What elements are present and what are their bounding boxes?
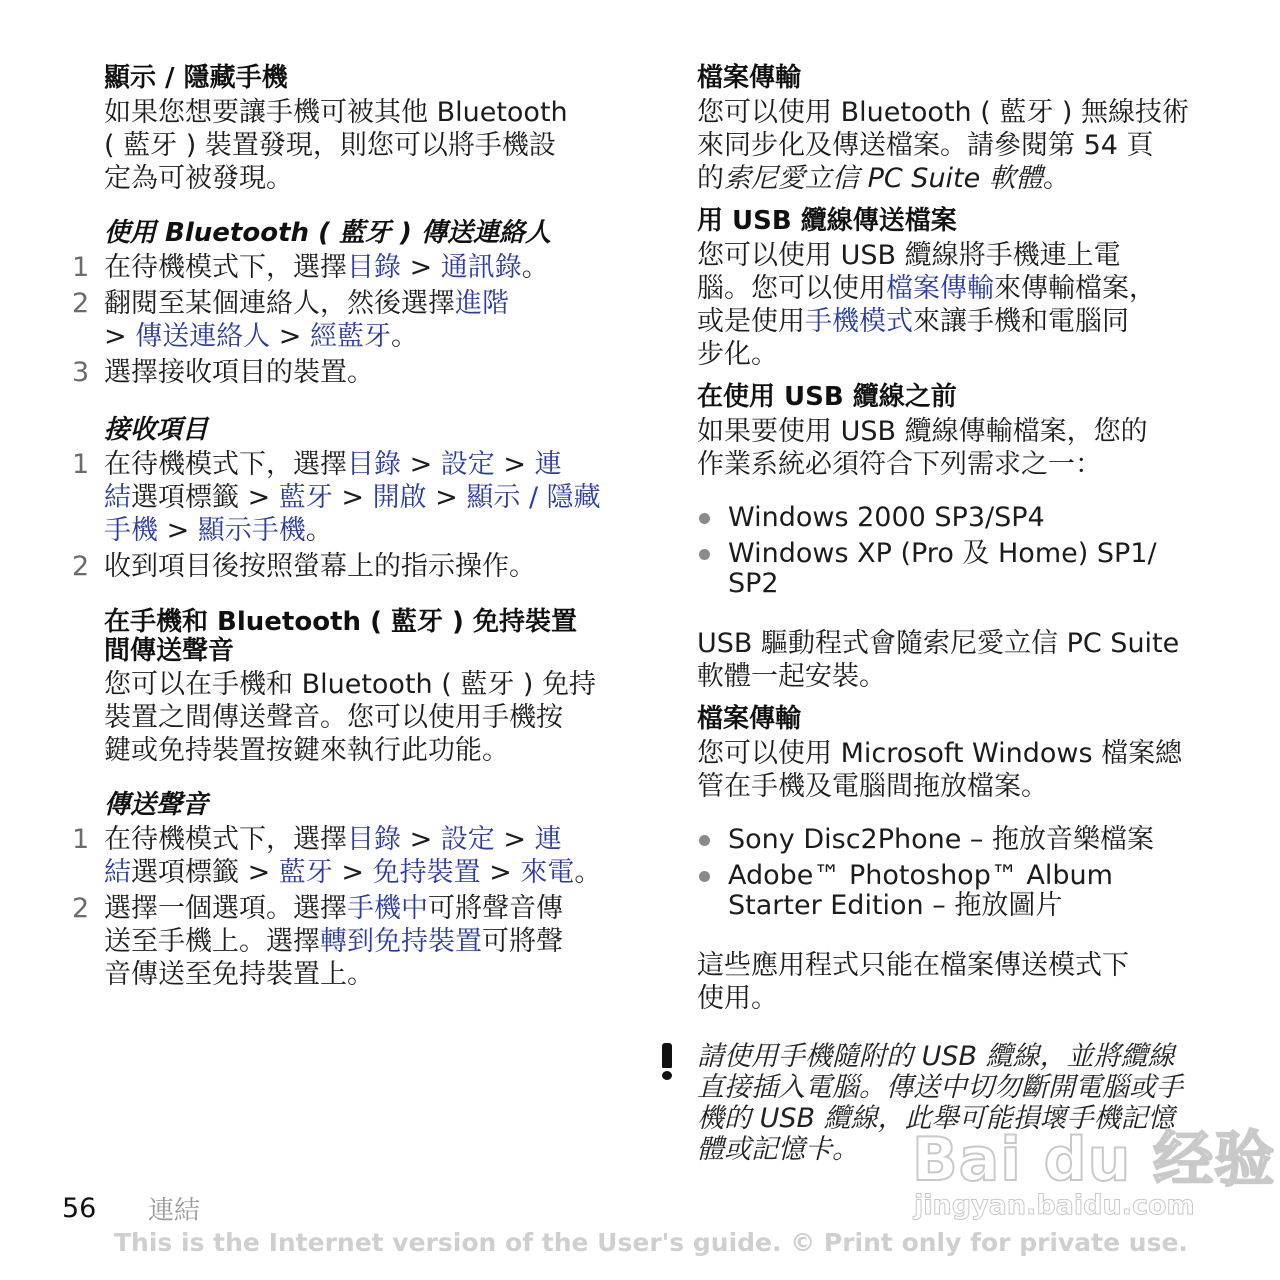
step-item — [72, 448, 624, 547]
step-line — [104, 550, 624, 583]
menu-path-link[interactable]: 手機 — [104, 515, 158, 546]
heading-line: 間傳送聲音 — [104, 636, 235, 666]
step-item — [72, 356, 624, 389]
menu-path-link[interactable]: 連 — [534, 824, 562, 855]
paragraph-line — [697, 96, 1217, 129]
text-segment: > — [480, 857, 521, 888]
usb-driver-note — [697, 627, 1217, 693]
text-segment: 選擇接收項目的裝置。 — [104, 357, 374, 388]
text-segment: > — [401, 252, 441, 283]
menu-path-link[interactable]: 結 — [104, 857, 131, 888]
menu-path-link[interactable]: 經藍牙 — [310, 321, 392, 352]
step-line — [104, 356, 624, 389]
step-line — [104, 892, 624, 925]
text-segment: 音傳送至免持裝置上。 — [104, 959, 374, 990]
menu-path-link[interactable]: 目錄 — [347, 252, 401, 283]
text-segment: > — [401, 449, 441, 480]
menu-path-link[interactable]: 免持裝置 — [372, 857, 481, 888]
text-segment: 的 — [697, 163, 724, 194]
text-segment: 送至手機上。選擇 — [104, 926, 320, 957]
section-title-receive-items: 接收項目 — [104, 415, 209, 445]
menu-path-link[interactable]: 來電 — [520, 857, 575, 888]
step-number: 1 — [72, 449, 90, 480]
bullet-dot-icon — [699, 549, 710, 560]
step-number: 2 — [72, 288, 90, 319]
step-line — [104, 287, 624, 320]
step-item — [72, 287, 624, 353]
text-segment: > — [158, 515, 198, 546]
paragraph-line — [697, 239, 1217, 272]
section-body-usb-transfer — [697, 239, 1217, 371]
text-segment: 來傳輸檔案， — [994, 273, 1156, 304]
section-title-show-hide-phone: 顯示 / 隱藏手機 — [104, 63, 288, 93]
paragraph-line — [697, 272, 1217, 305]
section-body-file-transfer-windows — [697, 737, 1217, 803]
section-title-file-transfer-bt: 檔案傳輸 — [697, 63, 802, 93]
menu-path-link[interactable]: 手機模式 — [805, 306, 913, 337]
step-line — [104, 448, 624, 481]
menu-path-link[interactable]: 目錄 — [347, 824, 401, 855]
paragraph-line: 如果要使用 USB 纜線傳輸檔案，您的 — [697, 416, 1148, 447]
text-segment: 腦。您可以使用 — [697, 273, 886, 304]
paragraph-line: 軟體一起安裝。 — [697, 661, 886, 692]
bullet-dot-icon — [699, 513, 710, 524]
text-segment: 步化。 — [697, 339, 778, 370]
note-line: 機的 USB 纜線，此舉可能損壞手機記憶 — [697, 1103, 1175, 1134]
section-title-send-sound: 傳送聲音 — [104, 790, 209, 820]
menu-path-link[interactable]: 進階 — [455, 288, 509, 319]
bullet-line: Sony Disc2Phone – 拖放音樂檔案 — [728, 824, 1155, 855]
note-line: 直接插入電腦。傳送中切勿斷開電腦或手 — [697, 1072, 1183, 1103]
text-segment: 。 — [1042, 163, 1070, 194]
exclamation-icon — [659, 1043, 675, 1079]
text-segment: > — [332, 482, 373, 513]
paragraph-line: USB 驅動程式會隨索尼愛立信 PC Suite — [697, 628, 1180, 659]
text-segment: 。 — [305, 515, 333, 546]
section-body-before-usb — [697, 415, 1217, 481]
bullet-dot-icon — [699, 871, 710, 882]
menu-path-link[interactable]: 顯示手機 — [197, 515, 306, 546]
text-segment: 。 — [521, 252, 549, 283]
steps-receive-items — [72, 448, 624, 583]
text-segment: 在待機模式下，選擇 — [104, 252, 347, 283]
page-number: 56 — [62, 1193, 97, 1224]
paragraph-line — [697, 338, 1217, 371]
step-line — [104, 251, 624, 284]
section-body-show-hide-phone — [104, 96, 624, 195]
paragraph-line: 這些應用程式只能在檔案傳送模式下 — [697, 950, 1129, 981]
section-title-usb-transfer: 用 USB 纜線傳送檔案 — [697, 206, 957, 236]
menu-path-link[interactable]: 手機中 — [347, 893, 428, 924]
text-segment: 收到項目後按照螢幕上的指示操作。 — [104, 551, 536, 582]
menu-path-link[interactable]: 顯示 / 隱藏 — [466, 482, 601, 513]
step-line — [104, 856, 624, 889]
steps-send-contacts — [72, 251, 624, 389]
step-item — [72, 823, 624, 889]
text-segment: 您可以使用 USB 纜線將手機連上電 — [697, 240, 1121, 271]
bullet-line: Windows XP (Pro 及 Home) SP1/ — [728, 538, 1157, 569]
bullet-item — [697, 503, 1217, 533]
paragraph-line: 使用。 — [697, 983, 778, 1014]
note-line: 體或記憶卡。 — [697, 1134, 859, 1165]
paragraph-line: 作業系統必須符合下列需求之一： — [697, 449, 1102, 480]
bullet-item — [697, 539, 1217, 599]
paragraph-line: 您可以使用 Microsoft Windows 檔案總 — [697, 738, 1183, 769]
steps-send-sound — [72, 823, 624, 991]
bullet-dot-icon — [699, 835, 710, 846]
heading-line: 在手機和 Bluetooth ( 藍牙 ) 免持裝置 — [104, 607, 577, 637]
paragraph-line — [697, 305, 1217, 338]
section-body-file-transfer-bt — [697, 96, 1217, 195]
text-segment: 選項標籤 > — [131, 482, 279, 513]
menu-path-link[interactable]: 結 — [104, 482, 131, 513]
paragraph-line: 裝置之間傳送聲音。您可以使用手機按 — [104, 702, 563, 733]
step-line — [104, 958, 624, 991]
section-title-transfer-sound — [104, 608, 624, 666]
text-segment: 選項標籤 > — [131, 857, 279, 888]
bullet-line: SP2 — [728, 568, 779, 599]
text-segment: > — [270, 321, 311, 352]
text-segment: 或是使用 — [697, 306, 805, 337]
menu-path-link[interactable]: 開啟 — [372, 482, 427, 513]
text-segment: 。 — [391, 321, 419, 352]
step-number: 1 — [72, 824, 90, 855]
text-segment: 來讓手機和電腦同 — [913, 306, 1129, 337]
step-line — [104, 481, 624, 514]
step-line — [104, 320, 624, 353]
paragraph-line: 定為可被發現。 — [104, 163, 293, 194]
step-item — [72, 251, 624, 284]
section-name: 連結 — [148, 1196, 201, 1226]
bullet-line: Starter Edition – 拖放圖片 — [728, 890, 1063, 921]
step-number: 3 — [72, 357, 90, 388]
paragraph-line: ( 藍牙 ) 裝置發現，則您可以將手機設 — [104, 130, 556, 161]
step-line — [104, 823, 624, 856]
menu-path-link[interactable]: 檔案傳輸 — [886, 273, 994, 304]
menu-path-link[interactable]: 目錄 — [347, 449, 401, 480]
text-segment: 在待機模式下，選擇 — [104, 824, 347, 855]
menu-path-link[interactable]: 轉到免持裝置 — [320, 926, 482, 957]
text-segment: 來同步化及傳送檔案。請參閱第 54 頁 — [697, 130, 1154, 161]
step-line — [104, 925, 624, 958]
watermark-logo: Bai du 经验 — [912, 1125, 1276, 1195]
step-number: 2 — [72, 551, 90, 582]
text-segment: > — [426, 482, 467, 513]
text-segment: > — [332, 857, 373, 888]
text-segment: > — [494, 449, 535, 480]
private-use-notice: This is the Internet version of the User's guide. © Print only for private use. — [114, 1228, 1188, 1257]
section-title-send-contacts: 使用 Bluetooth ( 藍牙 ) 傳送連絡人 — [104, 218, 551, 248]
step-item — [72, 550, 624, 583]
menu-path-link[interactable]: 藍牙 — [278, 857, 333, 888]
left-column — [72, 62, 624, 994]
drag-drop-apps-list — [697, 825, 1217, 921]
section-title-file-transfer-windows: 檔案傳輸 — [697, 704, 802, 734]
menu-path-link[interactable]: 連 — [534, 449, 562, 480]
text-segment: > — [494, 824, 535, 855]
menu-path-link[interactable]: 藍牙 — [278, 482, 333, 513]
text-segment: 可將聲音傳 — [428, 893, 563, 924]
text-segment: > — [401, 824, 441, 855]
baidu-jingyan-watermark — [912, 1125, 1276, 1228]
paragraph-line — [697, 162, 1217, 195]
text-segment: 選擇一個選項。選擇 — [104, 893, 347, 924]
step-line — [104, 514, 624, 547]
bullet-item — [697, 825, 1217, 855]
text-segment: 可將聲 — [482, 926, 563, 957]
step-number: 2 — [72, 893, 90, 924]
menu-path-link[interactable]: 通訊錄 — [440, 252, 522, 283]
note-line: 請使用手機隨附的 USB 纜線，並將纜線 — [697, 1041, 1175, 1072]
bullet-line: Windows 2000 SP3/SP4 — [728, 502, 1045, 533]
paragraph-line: 如果您想要讓手機可被其他 Bluetooth — [104, 97, 568, 128]
step-item — [72, 892, 624, 991]
os-requirements-list — [697, 503, 1217, 599]
menu-path-link[interactable]: 設定 — [440, 449, 495, 480]
step-number: 1 — [72, 252, 90, 283]
watermark-url: jingyan.baidu.com — [914, 1190, 1195, 1221]
text-segment: > — [104, 321, 136, 352]
text-segment: 您可以使用 Bluetooth ( 藍牙 ) 無線技術 — [697, 97, 1190, 128]
section-body-transfer-sound — [104, 668, 624, 767]
right-column — [697, 62, 1217, 1165]
bullet-item — [697, 861, 1217, 921]
bullet-line: Adobe™ Photoshop™ Album — [728, 860, 1113, 891]
menu-path-link[interactable]: 傳送連絡人 — [135, 321, 271, 352]
paragraph-line: 管在手機及電腦間拖放檔案。 — [697, 771, 1048, 802]
text-segment: 。 — [574, 857, 602, 888]
menu-path-link[interactable]: 設定 — [440, 824, 495, 855]
section-title-before-usb: 在使用 USB 纜線之前 — [697, 382, 957, 412]
text-segment: 在待機模式下，選擇 — [104, 449, 347, 480]
text-segment: 索尼愛立信 PC Suite 軟體 — [724, 163, 1043, 194]
paragraph-line: 您可以在手機和 Bluetooth ( 藍牙 ) 免持 — [104, 669, 597, 700]
paragraph-line — [697, 129, 1217, 162]
text-segment: 翻閱至某個連絡人，然後選擇 — [104, 288, 455, 319]
file-transfer-mode-note — [697, 949, 1217, 1015]
paragraph-line: 鍵或免持裝置按鍵來執行此功能。 — [104, 735, 509, 766]
